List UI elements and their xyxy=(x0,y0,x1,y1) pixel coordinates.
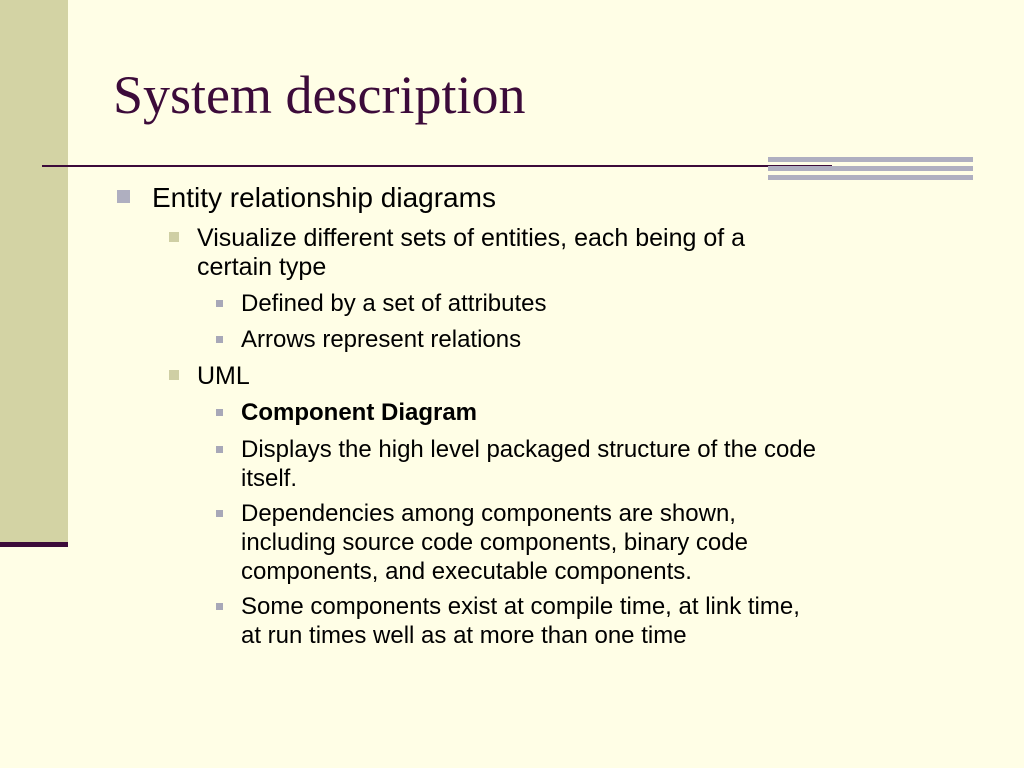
slide-title: System description xyxy=(113,65,526,125)
square-bullet-icon xyxy=(216,603,223,610)
bullet-text: Entity relationship diagrams xyxy=(152,182,496,213)
square-bullet-icon xyxy=(169,232,179,242)
square-bullet-icon xyxy=(216,409,223,416)
bullet-uml xyxy=(197,362,250,391)
bullet-text-line: including source code components, binary code xyxy=(241,529,748,556)
bullet-text-line: Displays the high level packaged structure of the code xyxy=(241,436,817,463)
bullet-text: Defined by a set of attributes xyxy=(241,290,547,317)
bullet-text-line: components, and executable components. xyxy=(241,558,692,585)
square-bullet-icon xyxy=(117,190,130,203)
bullet-text-line: Dependencies among components are shown, xyxy=(241,500,736,527)
bullet-text: Arrows represent relations xyxy=(241,326,522,353)
bullet-text: UML xyxy=(197,362,250,390)
bullet-component-diagram xyxy=(241,398,477,427)
bullet-text-line: certain type xyxy=(197,253,327,281)
bullet-text-line: itself. xyxy=(241,465,298,492)
bullet-arrows xyxy=(241,325,521,354)
bullet-text-line: at run times well as at more than one time xyxy=(241,622,687,649)
square-bullet-icon xyxy=(216,446,223,453)
square-bullet-icon xyxy=(169,370,179,380)
bullet-attributes xyxy=(241,289,547,318)
bullet-displays xyxy=(241,435,816,493)
square-bullet-icon xyxy=(216,336,223,343)
bullet-erd xyxy=(152,182,496,214)
bullet-text-line: Some components exist at compile time, at link time, xyxy=(241,593,800,620)
bullet-compile-time xyxy=(241,592,800,650)
bullet-text: Component Diagram xyxy=(241,399,478,426)
square-bullet-icon xyxy=(216,510,223,517)
bullet-visualize xyxy=(197,224,745,282)
bullet-dependencies xyxy=(241,499,748,586)
square-bullet-icon xyxy=(216,300,223,307)
bullet-text-line: Visualize different sets of entities, each being of a xyxy=(197,224,746,252)
